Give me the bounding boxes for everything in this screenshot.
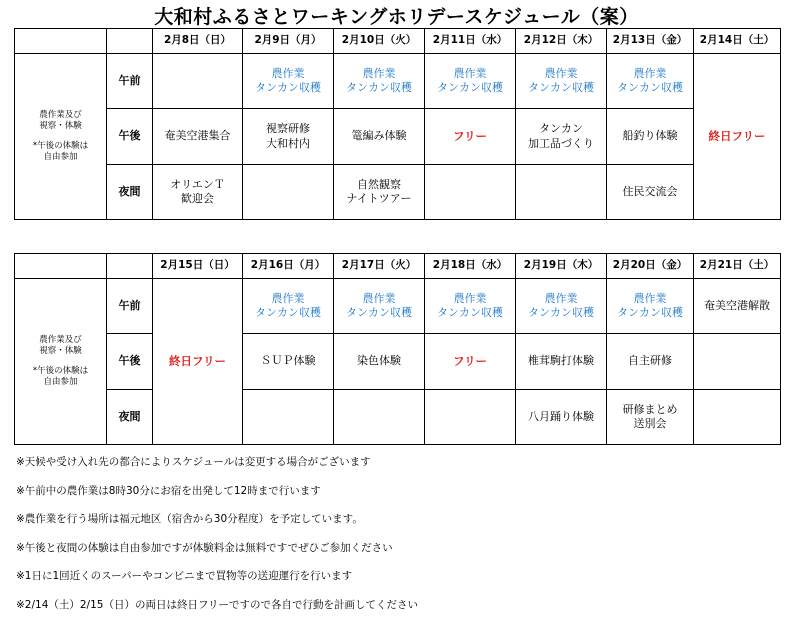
date-header: 2月17日（火） [334, 254, 425, 279]
date-header-row [15, 29, 781, 54]
schedule-cell: 自然観察 ナイトツアー [334, 165, 425, 220]
am-row [15, 54, 781, 109]
date-header: 2月16日（月） [243, 254, 334, 279]
schedule-table-week1 [14, 28, 781, 220]
schedule-cell: 自主研修 [607, 334, 694, 390]
schedule-cell [153, 54, 243, 109]
schedule-cell: 農作業 タンカン収穫 [607, 279, 694, 334]
schedule-cell: 住民交流会 [607, 165, 694, 220]
date-header: 2月21日（土） [694, 254, 781, 279]
schedule-cell: 船釣り体験 [607, 109, 694, 165]
note-item: ※2/14（土）2/15（日）の両日は終日フリーですので各自で行動を計画してください [16, 597, 418, 625]
corner-cell [15, 254, 107, 279]
full-day-free-cell: 終日フリー [153, 279, 243, 445]
schedule-cell: タンカン 加工品づくり [516, 109, 607, 165]
date-header: 2月8日（日） [153, 29, 243, 54]
pm-row [15, 109, 781, 165]
note-item: ※午前中の農作業は8時30分にお宿を出発して12時まで行います [16, 483, 418, 512]
schedule-cell: 篭編み体験 [334, 109, 425, 165]
date-header: 2月10日（火） [334, 29, 425, 54]
schedule-cell: 椎茸駒打体験 [516, 334, 607, 390]
note-item: ※天候や受け入れ先の都合によりスケジュールは変更する場合がございます [16, 454, 418, 483]
date-header: 2月19日（木） [516, 254, 607, 279]
note-item: ※農作業を行う場所は福元地区（宿舎から30分程度）を予定しています。 [16, 511, 418, 540]
schedule-cell: フリー [425, 334, 516, 390]
notes-list [16, 454, 418, 625]
schedule-cell [334, 390, 425, 445]
schedule-cell: 農作業 タンカン収穫 [243, 54, 334, 109]
date-header: 2月15日（日） [153, 254, 243, 279]
full-day-free-cell: 終日フリー [694, 54, 781, 220]
date-header: 2月12日（木） [516, 29, 607, 54]
row-label: 農作業及び 視察・体験 *午後の体験は 自由参加 [15, 279, 107, 445]
slot-label-pm: 午後 [107, 109, 153, 165]
date-header-row [15, 254, 781, 279]
schedule-cell: 奄美空港集合 [153, 109, 243, 165]
date-header: 2月18日（水） [425, 254, 516, 279]
schedule-cell [243, 165, 334, 220]
slot-label-pm: 午後 [107, 334, 153, 390]
schedule-cell: 農作業 タンカン収穫 [607, 54, 694, 109]
date-header: 2月20日（金） [607, 254, 694, 279]
date-header: 2月14日（土） [694, 29, 781, 54]
schedule-cell [425, 390, 516, 445]
slot-label-am: 午前 [107, 279, 153, 334]
schedule-cell: ＳＵＰ体験 [243, 334, 334, 390]
note-item: ※午後と夜間の体験は自由参加ですが体験料金は無料ですでぜひご参加ください [16, 540, 418, 569]
slot-label-am: 午前 [107, 54, 153, 109]
schedule-cell: オリエンＴ 歓迎会 [153, 165, 243, 220]
am-row [15, 279, 781, 334]
schedule-cell: 奄美空港解散 [694, 279, 781, 334]
schedule-cell: 農作業 タンカン収穫 [243, 279, 334, 334]
schedule-cell: 農作業 タンカン収穫 [516, 279, 607, 334]
corner-cell [107, 254, 153, 279]
schedule-cell: 視察研修 大和村内 [243, 109, 334, 165]
schedule-cell: 八月踊り体験 [516, 390, 607, 445]
schedule-cell: 染色体験 [334, 334, 425, 390]
date-header: 2月13日（金） [607, 29, 694, 54]
schedule-cell [694, 390, 781, 445]
schedule-cell: 農作業 タンカン収穫 [334, 279, 425, 334]
night-row [15, 165, 781, 220]
row-label: 農作業及び 視察・体験 *午後の体験は 自由参加 [15, 54, 107, 220]
night-row [15, 390, 781, 445]
note-item: ※1日に1回近くのスーパーやコンビニまで買物等の送迎運行を行います [16, 568, 418, 597]
schedule-table-week2 [14, 253, 781, 445]
schedule-cell [243, 390, 334, 445]
schedule-cell [425, 165, 516, 220]
corner-cell [107, 29, 153, 54]
corner-cell [15, 29, 107, 54]
schedule-cell [516, 165, 607, 220]
schedule-cell: 農作業 タンカン収穫 [425, 279, 516, 334]
date-header: 2月9日（月） [243, 29, 334, 54]
schedule-cell: 農作業 タンカン収穫 [334, 54, 425, 109]
schedule-cell [694, 334, 781, 390]
schedule-cell: フリー [425, 109, 516, 165]
schedule-cell: 農作業 タンカン収穫 [516, 54, 607, 109]
slot-label-night: 夜間 [107, 165, 153, 220]
date-header: 2月11日（水） [425, 29, 516, 54]
schedule-cell: 研修まとめ 送別会 [607, 390, 694, 445]
pm-row [15, 334, 781, 390]
schedule-cell: 農作業 タンカン収穫 [425, 54, 516, 109]
page-title: 大和村ふるさとワーキングホリデースケジュール（案） [0, 2, 793, 29]
slot-label-night: 夜間 [107, 390, 153, 445]
